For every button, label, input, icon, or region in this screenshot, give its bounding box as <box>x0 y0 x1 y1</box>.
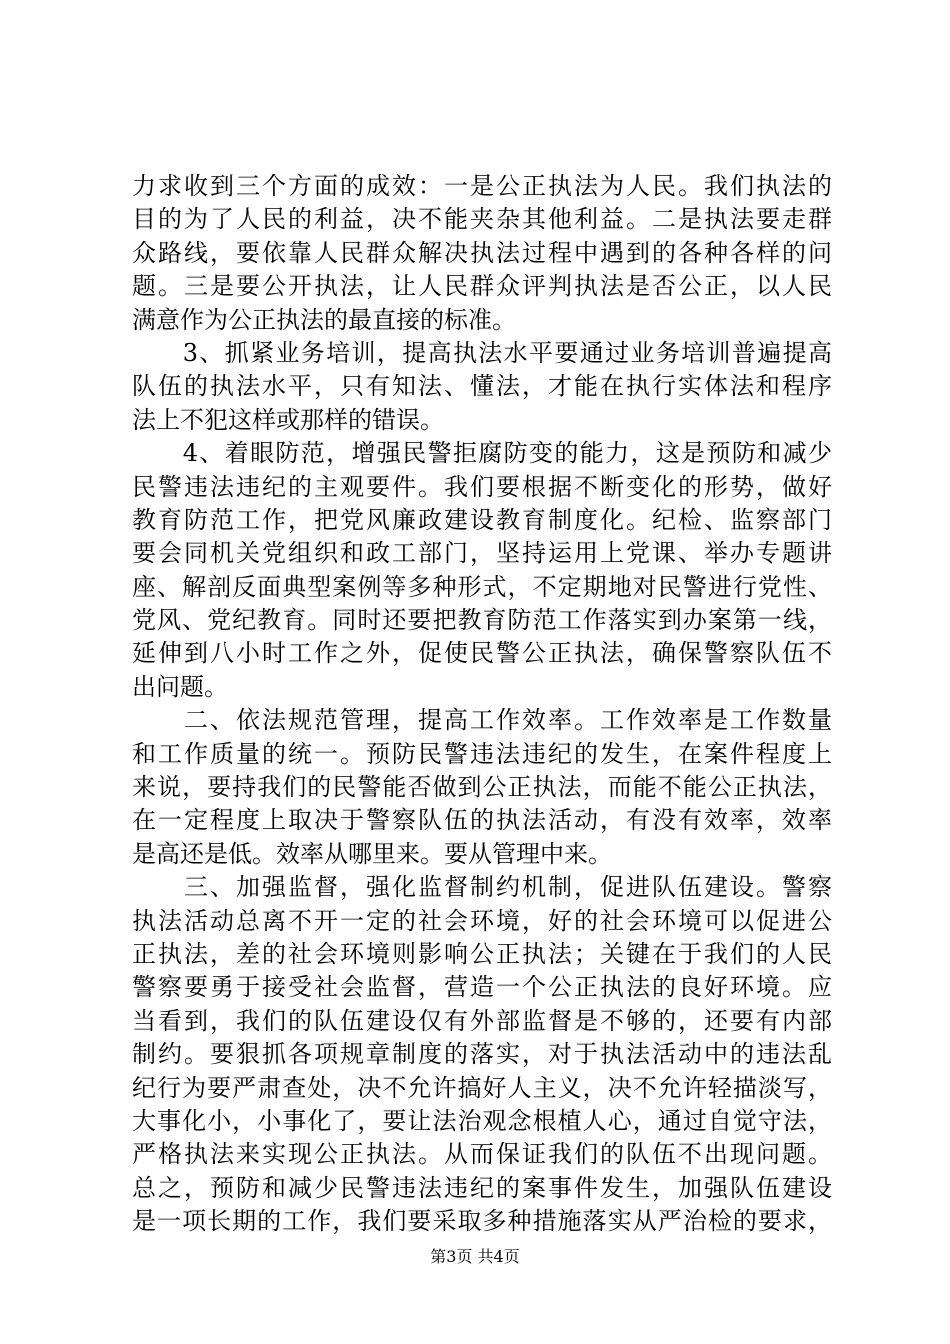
text-line: 座、解剖反面典型案例等多种形式，不定期地对民警进行党性、 <box>132 572 832 601</box>
text-line: 在一定程度上取决于警察队伍的执法活动，有没有效率，效率 <box>132 806 832 835</box>
page-footer: 第3页 共4页 <box>430 1247 520 1266</box>
text-line: 力求收到三个方面的成效：一是公正执法为人民。我们执法的 <box>132 172 832 200</box>
body-text <box>132 170 832 1239</box>
text-line: 纪行为要严肃查处，决不允许搞好人主义，决不允许轻描淡写， <box>132 1073 832 1102</box>
text-line: 要会同机关党组织和政工部门，坚持运用上党课、举办专题讲 <box>132 539 832 568</box>
text-line: 执法活动总离不开一定的社会环境，好的社会环境可以促进公 <box>132 906 832 935</box>
text-line: 党风、党纪教育。同时还要把教育防范工作落实到办案第一线， <box>132 606 832 635</box>
text-line: 是一项长期的工作，我们要采取多种措施落实从严治检的要求， <box>132 1207 832 1236</box>
text-line: 延伸到八小时工作之外，促使民警公正执法，确保警察队伍不 <box>132 639 832 668</box>
text-line: 目的为了人民的利益，决不能夹杂其他利益。二是执法要走群 <box>132 205 832 234</box>
text-line: 法上不犯这样或那样的错误。 <box>132 405 444 434</box>
text-line: 和工作质量的统一。预防民警违法违纪的发生，在案件程度上 <box>132 739 832 768</box>
text-line: 严格执法来实现公正执法。从而保证我们的队伍不出现问题。 <box>132 1140 832 1169</box>
text-line: 三、加强监督，强化监督制约机制，促进队伍建设。警察 <box>132 873 832 902</box>
text-line: 大事化小，小事化了，要让法治观念根植人心，通过自觉守法， <box>132 1106 832 1135</box>
text-line: 满意作为公正执法的最直接的标准。 <box>132 305 516 334</box>
text-line: 二、依法规范管理，提高工作效率。工作效率是工作数量 <box>132 706 832 735</box>
text-line: 当看到，我们的队伍建设仅有外部监督是不够的，还要有内部 <box>132 1006 832 1035</box>
text-line: 民警违法违纪的主观要件。我们要根据不断变化的形势，做好 <box>132 472 832 501</box>
text-line: 是高还是低。效率从哪里来。要从管理中来。 <box>132 839 612 868</box>
text-line: 制约。要狠抓各项规章制度的落实，对于执法活动中的违法乱 <box>132 1040 832 1069</box>
text-line: 教育防范工作，把党风廉政建设教育制度化。纪检、监察部门 <box>132 505 832 534</box>
text-line: 队伍的执法水平，只有知法、懂法，才能在执行实体法和程序 <box>132 372 832 401</box>
text-line: 4、着眼防范，增强民警拒腐防变的能力，这是预防和减少 <box>132 439 832 468</box>
text-line: 警察要勇于接受社会监督，营造一个公正执法的良好环境。应 <box>132 973 832 1002</box>
text-line: 正执法，差的社会环境则影响公正执法；关键在于我们的人民 <box>132 939 832 968</box>
text-line: 题。三是要公开执法，让人民群众评判执法是否公正，以人民 <box>132 272 832 301</box>
text-line: 总之，预防和减少民警违法违纪的案事件发生，加强队伍建设 <box>132 1173 832 1202</box>
text-line: 众路线，要依靠人民群众解决执法过程中遇到的各种各样的问 <box>132 238 832 267</box>
text-line: 来说，要持我们的民警能否做到公正执法，而能不能公正执法， <box>132 773 832 802</box>
text-line: 出问题。 <box>132 672 228 701</box>
text-line: 3、抓紧业务培训，提高执法水平要通过业务培训普遍提高 <box>132 338 832 367</box>
